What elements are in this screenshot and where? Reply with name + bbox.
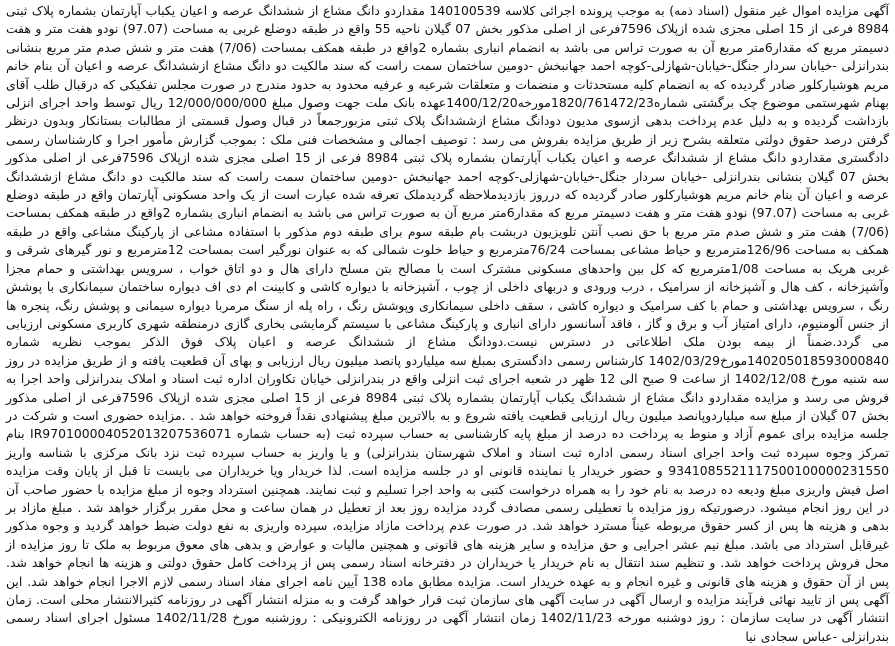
- auction-notice-text: آگهی مزایده اموال غیر منقول (اسناد ذمه) به موجب پرونده اجرائی کلاسه 140100539 مقدارد‌و دانگ مشاع از ششدانگ عرصه و اعیان یکباب آپارتمان بشماره پلاک ثبتی 8984 فرعی از 15 اصلی مجزی شده ازپلاک 7596فرعی از اصلی مذکور بخش 07 گیلان ناحیه 55 واقع در طبقه دوضلع غربی به مساحت (97.07) نودو هفت متر و هفت دسیمتر مربع که مقدار6متر مربع آن به صورت تراس می باشد به انضمام انباری بشماره 2واقع در طبقه همکف بمساحت (7/06) هفت متر و شش صدم متر مربع بنشانی بندرانزلی -خیابان سردار جنگل-خیابان-شهازلی-کوچه احمد جهانبخش -دومین ساختمان سمت راست که سند مالکیت دو دانگ مشاع ازششدانگ عرصه و اعیان آن بنام خانم مریم هوشیارکلور صادر گردیده که به انضمام کلیه مستحدثات و منضمات و متعلقات شرعیه و عرفیه محدود به حدود مندرج در صورت مجلس تفکیکی که درقبال طلب آقای بهنام شهرستمی موضوع چک برگشتی شماره1820/761472/23مورخه1400/12/20عهده بانک ملت جهت وصول مبلغ 12/000/000/000 ریال توسط واحد اجرای انزلی بازداشت گردیده و به دلیل عدم پرداخت بدهی ازسوی مدیون دودانگ مشاع ازششدانگ پلاک ثبتی مزبورجمعاً در قبال وصول قسمتی از مطالبات بستانکار وبدون درنظر گرفتن درصد حقوق دولتی متعلقه بشرح زیر از طریق مزایده بفروش می رسد : توصیف اجمالی و مشخصات فنی ملک : بموجب گزارش مأمور اجرا و کارشناسان رسمی دادگستری مقداردو دانگ مشاع از ششدانگ عرصه و اعیان یکباب آپارتمان بشماره پلاک ثبتی 8984 فرعی از 15 اصلی مجزی شده ازپلاک 7596فرعی از اصلی مذکور بخش 07 گیلان بنشانی بندرانزلی -خیابان سردار جنگل-خیابان-شهازلی-کوچه احمد جهانبخش -دومین ساختمان سمت راست که سند مالکیت دو دانگ مشاع ازششدانگ عرصه و اعیان آن بنام خانم مریم هوشیارکلور صادر گردیده که درروز بازدیدملاحظه گردیدملک تعرفه شده عبارت است از یک واحد مسکونی آپارتمان واقع در طبقه دوضلع غربی به مساحت (97.07) نودو هفت متر و هفت دسیمتر مربع که مقدار6متر مربع آن به صورت تراس می باشد به انضمام انباری بشماره 2واقع در طبقه همکف بمساحت (7/06) هفت متر و شش صدم متر مربع با حق نصب آنتن تلویزیون دربشت بام طبقه سوم برای طبقه دوم مذکور با استفاده مشاعی از پارکینگ مشاعی واقع در طبقه همکف به مساحت 126/96مترمربع و حیاط مشاعی بمساحت 76/24مترمربع و حیاط خلوت شمالی که به عنوان نورگیر است بمساحت 12مترمربع و نور گیرهای شرقی و غربی هریک به مساحت 1/08مترمربع که کل بین واحدهای مسکونی مشترک است با مصالح بتن مسلح دارای هال و دو اتاق خواب ، سرویس بهداشتی و حمام مجزا وآشپزخانه ، کف هال و آشپزخانه از سرامیک ، درب ورودی و دربهای داخلی از چوب ، آشپزخانه با دیواره کاشی و کابینت ام دی اف دیواره ساختمان سیمانکاری با پوشش رنگ ، سرویس بهداشتی و حمام با کف سرامیک و دیواره کاشی ، سقف داخلی سیمانکاری وپوشش رنگ ، راه پله از سنگ مرمربا دیواره سیمانی و پوشش رنگ، پنجره ها از جنس آلومنیوم، دارای امتیاز آب و برق و گاز ، فاقد آسانسور دارای انباری و پارکینگ مشاعی با سیستم گرمایشی بخاری گازی درمنطقه شهری کاربری مسکونی ارزیابی می گردد.ضمناً از بیمه بودن ملک اطلاعاتی در دسترس نیست.دودانگ مشاع از ششدانگ عرصه و اعیان پلاک فوق الذکر بموجب نظریه شماره 140205018593000840مورخ1402/03/29 کارشناس رسمی دادگستری بمبلغ سه میلیاردو پانصد میلیون ریال ارزیابی و بهای آن قطعیت یافته و از طریق مزایده در روز سه شنبه مورخ 1402/12/08 از ساعت 9 صبح الی 12 ظهر در شعبه اجرای ثبت انزلی واقع در بندرانزلی خیابان تکاوران اداره ثبت اسناد و املاک بندرانزلی واحد اجرا به فروش می رسد و مزایده مقداردو دانگ مشاع از ششدانگ یکباب آپارتمان بشماره پلاک ثبتی 8984 فرعی از 15 اصلی مجزی شده ازپلاک 7596فرعی از اصلی مذکور بخش 07 گیلان از مبلغ سه میلیاردوپانصد میلیون ریال ارزیابی قطعیت یافته شروع و به بالاترین مبلغ پیشنهادی نقداً فروخته خواهد شد . .مزایده حضوری است و شرکت در جلسه مزایده برای عموم آزاد و منوط به پرداخت ده درصد از مبلغ پایه کارشناسی به حساب سپرده ثبت (به حساب شماره IR970100004052013207536071 بنام تمرکز وجوه سپرده ثبت واحد اجرای اسناد رسمی اداره ثبت اسناد و املاک شهرستان بندرانزلی) و یا واریز به حساب سپرده ثبت نزد بانک مرکزی با شناسه واریز 9341085521117500100000231550 و حضور خریدار یا نماینده قانونی او در جلسه مزایده است. لذا خریدار ویا خریداران می بایست تا قبل از پایان وقت مزایده اصل فیش واریزی مبلغ ودیعه ده درصد به نام خود را به همراه درخواست کتبی به واحد اجرا تسلیم و ثبت نمایند. همچنین استرداد وجوه از مبلغ مزایده با حضور صاحب آن در این روز انجام میشود. درصورتیکه روز مزایده با تعطیلی رسمی مصادف گردد مزایده روز بعد از تعطیل در همان ساعت و محل مقرر برگزار خواهد شد . مبلغ مازاد بر بدهی و هزینه ها پس از کسر حقوق مربوطه عیناً مسترد خواهد شد. در صورت عدم پرداخت مازاد مزایده، سپرده واریزی به نفع دولت ضبط خواهد گردید و وجوه مذکور غیرقابل استرداد می باشد. مبلغ نیم عشر اجرایی و حق مزایده و سایر هزینه های قانونی و همچنین مالیات و عوارض و بدهی های معوق مربوط به ملک تا روز مزایده از محل فروش پرداخت خواهد شد. و تنظیم سند انتقال به نام خریدار یا خریداران در دفترخانه اسناد رسمی پس از پرداخت کامل حقوق دولتی و هزینه ها انجام خواهد شد. پس از آن حقوق و هزینه های قانونی و غیره انجام و به عهده خریدار است. مزایده مطابق ماده 138 آیین نامه اجرای مفاد اسناد رسمی لازم الاجرا انجام خواهد شد. این آگهی پس از تایید نهائی فرآیند مزایده و ارسال آگهی در سایت آگهی های سازمان ثبت قرار خواهد گرفت و به منزله انتشار آگهی در روزنامه کثیرالانتشار محلی است. زمان انتشار آگهی در سایت سازمان : روز دوشنبه مورخه 1402/11/23 زمان انتشار آگهی در روزنامه الکترونیکی : روزشنبه مورخ 1402/11/28 مسئول اجرای اسناد رسمی بندرانزلی -عباس سجادی نیا: [6, 3, 890, 644]
